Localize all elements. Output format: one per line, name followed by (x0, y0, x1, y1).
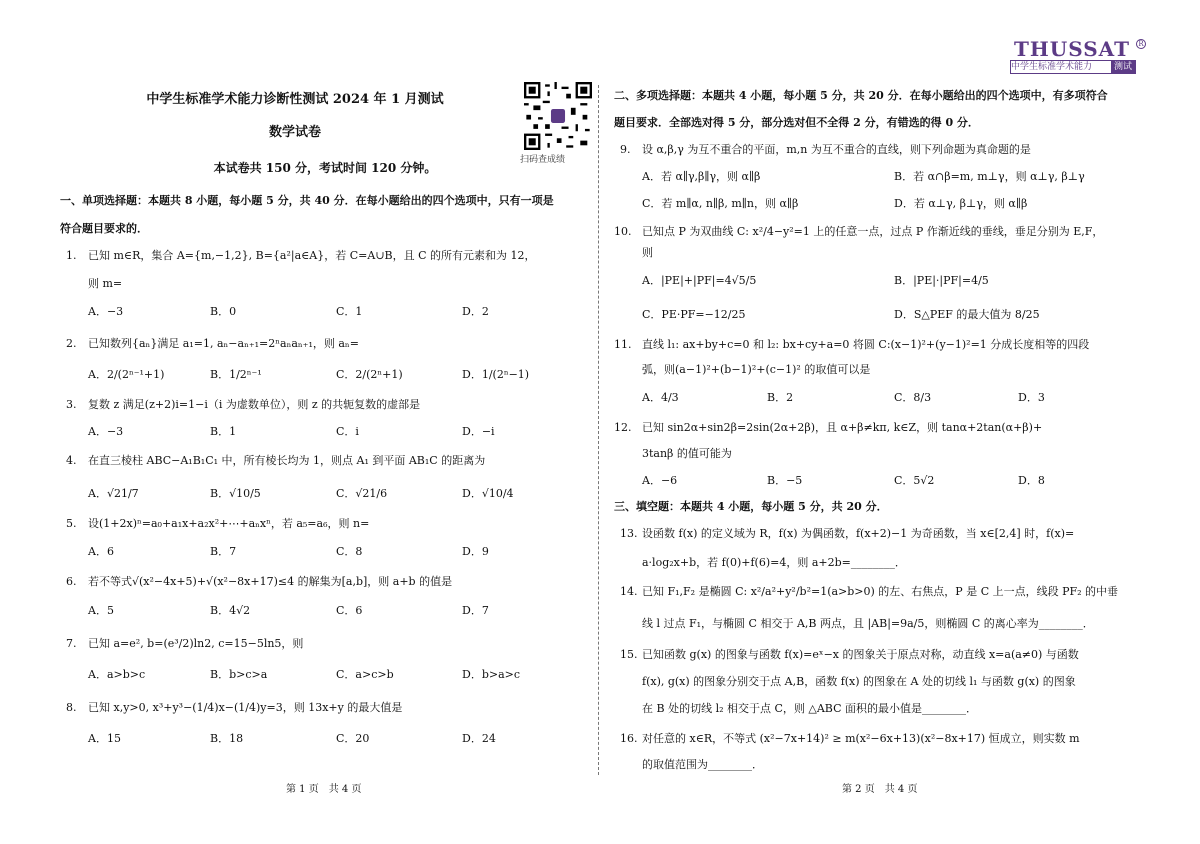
question-number: 15. (620, 648, 638, 661)
option-b: B．b>c>a (210, 668, 268, 681)
option-b: B．−5 (767, 474, 803, 487)
question-text: 在 B 处的切线 l₂ 相交于点 C，则 △ABC 面积的最小值是________． (642, 702, 978, 715)
question-stem: 设(1+2x)ⁿ=a₀+a₁x+a₂x²+⋯+aₙxⁿ，若 a₅=a₆，则 n= (88, 517, 370, 530)
question-stem: 则 (642, 246, 653, 259)
question-text: f(x), g(x) 的图象分别交于点 A,B，函数 f(x) 的图象在 A 处的切线 l₁ 与函数 g(x) 的图象 (642, 675, 1076, 688)
page-footer-left: 第 1 页 共 4 页 (286, 784, 362, 795)
question-stem: 已知 m∈R，集合 A={m,−1,2}, B={a²|a∈A}，若 C=A∪B，且 C 的所有元素和为 12， (88, 249, 536, 262)
registered-mark: R (1136, 39, 1146, 49)
option-a: A．2/(2ⁿ⁻¹+1) (88, 368, 165, 381)
option-b: B．若 α∩β=m, m⊥γ，则 α⊥γ, β⊥γ (894, 170, 1085, 183)
question-number: 1. (66, 249, 77, 262)
option-a: A．a>b>c (88, 668, 146, 681)
option-d: D．2 (462, 305, 489, 318)
question-text: a·log₂x+b，若 f(0)+f(6)=4，则 a+2b=________． (642, 556, 906, 569)
option-b: B．2 (767, 391, 794, 404)
option-c: C．i (336, 425, 359, 438)
option-a: A．4/3 (642, 391, 679, 404)
question-text: 的取值范围为________． (642, 758, 763, 771)
question-stem: 已知 sin2α+sin2β=2sin(2α+2β)，且 α+β≠kπ, k∈Z，则 tanα+2tan(α+β)+ (642, 421, 1043, 434)
question-number: 13. (620, 527, 638, 540)
option-c: C．若 m∥α, n∥β, m∥n，则 α∥β (642, 197, 799, 210)
option-b: B．|PE|·|PF|=4/5 (894, 274, 989, 287)
option-c: C．5√2 (894, 474, 935, 487)
question-stem: 在直三棱柱 ABC−A₁B₁C₁ 中，所有棱长均为 1，则点 A₁ 到平面 AB₁C 的距离为 (88, 454, 486, 467)
brand-subtitle-text: 中学生标准学术能力 (1011, 62, 1093, 72)
brand-name: THUSSAT (1014, 37, 1130, 61)
option-c: C．6 (336, 604, 363, 617)
question-stem: 已知 x,y>0, x³+y³−(1/4)x−(1/4)y=3，则 13x+y 的最大值是 (88, 701, 403, 714)
option-a: A．6 (88, 545, 114, 558)
option-d: D．7 (462, 604, 489, 617)
question-stem: 弧，则(a−1)²+(b−1)²+(c−1)² 的取值可以是 (642, 363, 871, 376)
option-d: D．24 (462, 732, 496, 745)
question-text: 已知函数 g(x) 的图象与函数 f(x)=eˣ−x 的图象关于原点对称，动直线 x=a(a≠0) 与函数 (642, 648, 1079, 661)
option-d: D．b>a>c (462, 668, 521, 681)
option-d: D．√10/4 (462, 487, 514, 500)
question-number: 2. (66, 337, 77, 350)
question-number: 16. (620, 732, 638, 745)
left-column (60, 0, 590, 844)
option-c: C．√21/6 (336, 487, 388, 500)
option-d: D．−i (462, 425, 495, 438)
option-c: C．PE·PF=−12/25 (642, 308, 746, 321)
exam-info: 本试卷共 150 分，考试时间 120 分钟。 (213, 161, 437, 175)
option-a: A．−3 (88, 305, 124, 318)
page-footer-right: 第 2 页 共 4 页 (842, 784, 918, 795)
question-number: 10. (614, 225, 632, 238)
option-d: D．3 (1018, 391, 1045, 404)
question-text: 线 l 过点 F₁，与椭圆 C 相交于 A,B 两点，且 |AB|=9a/5，则椭圆 C 的离心率为________． (642, 617, 1094, 630)
question-stem: 复数 z 满足(z+2)i=1−i（i 为虚数单位），则 z 的共轭复数的虚部是 (88, 398, 421, 411)
question-stem: 设 α,β,γ 为互不重合的平面，m,n 为互不重合的直线，则下列命题为真命题的是 (642, 143, 1031, 156)
option-a: A．15 (88, 732, 121, 745)
question-number: 7. (66, 637, 77, 650)
section2-heading-line1: 二、多项选择题：本题共 4 小题，每小题 5 分，共 20 分．在每小题给出的四个选项中，有多项符合 (614, 89, 1108, 102)
option-a: A．−3 (88, 425, 124, 438)
option-d: D．S△PEF 的最大值为 8/25 (894, 308, 1040, 321)
question-text: 对任意的 x∈R，不等式 (x²−7x+14)² ≥ m(x²−6x+13)(x²−8x+17) 恒成立，则实数 m (642, 732, 1080, 745)
question-text: 设函数 f(x) 的定义域为 R，f(x) 为偶函数，f(x+2)−1 为奇函数，当 x∈[2,4] 时，f(x)= (642, 527, 1075, 540)
option-b: B．√10/5 (210, 487, 261, 500)
paper-title: 数学试卷 (268, 125, 321, 140)
section1-heading-line1: 一、单项选择题：本题共 8 小题，每小题 5 分，共 40 分．在每小题给出的四个选项中，只有一项是 (60, 194, 554, 207)
question-text: 已知 F₁,F₂ 是椭圆 C: x²/a²+y²/b²=1(a>b>0) 的左、右焦点，P 是 C 上一点，线段 PF₂ 的中垂 (642, 585, 1119, 598)
brand-subtitle-tag: 测试 (1111, 61, 1135, 73)
option-c: C．20 (336, 732, 370, 745)
right-column (614, 0, 1149, 844)
question-stem: 已知 a=e², b=(e³/2)ln2, c=15−5ln5，则 (88, 637, 304, 650)
section2-heading-line2: 题目要求．全部选对得 5 分，部分选对但不全得 2 分，有错选的得 0 分． (614, 116, 979, 129)
qr-label: 扫码查成绩 (520, 155, 566, 165)
option-c: C．2/(2ⁿ+1) (336, 368, 403, 381)
question-number: 11. (614, 338, 632, 351)
option-a: A．5 (88, 604, 114, 617)
option-b: B．18 (210, 732, 244, 745)
option-d: D．若 α⊥γ, β⊥γ，则 α∥β (894, 197, 1028, 210)
question-stem: 已知点 P 为双曲线 C: x²/4−y²=1 上的任意一点，过点 P 作渐近线的垂线，垂足分别为 E,F， (642, 225, 1104, 238)
option-c: C．8/3 (894, 391, 932, 404)
column-divider (598, 85, 599, 775)
question-number: 5. (66, 517, 77, 530)
option-a: A．|PE|+|PF|=4√5/5 (642, 274, 757, 287)
question-stem: 已知数列{aₙ}满足 a₁=1, aₙ−aₙ₊₁=2ⁿaₙaₙ₊₁，则 aₙ= (88, 337, 359, 350)
option-c: C．a>c>b (336, 668, 394, 681)
question-stem: 若不等式√(x²−4x+5)+√(x²−8x+17)≤4 的解集为[a,b]，则 a+b 的值是 (88, 575, 453, 588)
option-a: A．−6 (642, 474, 678, 487)
question-number: 12. (614, 421, 632, 434)
option-d: D．9 (462, 545, 489, 558)
option-a: A．√21/7 (88, 487, 139, 500)
question-number: 6. (66, 575, 77, 588)
question-number: 9. (620, 143, 631, 156)
exam-title: 中学生标准学术能力诊断性测试 2024 年 1 月测试 (146, 92, 444, 107)
section3-heading: 三、填空题：本题共 4 小题，每小题 5 分，共 20 分． (614, 500, 888, 513)
question-stem: 直线 l₁: ax+by+c=0 和 l₂: bx+cy+a=0 将圆 C:(x−1)²+(y−1)²=1 分成长度相等的四段 (642, 338, 1090, 351)
option-d: D．8 (1018, 474, 1045, 487)
section1-heading-line2: 符合题目要求的． (60, 222, 148, 235)
option-c: C．8 (336, 545, 363, 558)
question-number: 8. (66, 701, 77, 714)
option-d: D．1/(2ⁿ−1) (462, 368, 530, 381)
question-number: 3. (66, 398, 77, 411)
option-b: B．0 (210, 305, 237, 318)
option-c: C．1 (336, 305, 363, 318)
option-b: B．1 (210, 425, 237, 438)
option-b: B．1/2ⁿ⁻¹ (210, 368, 262, 381)
option-b: B．7 (210, 545, 237, 558)
option-b: B．4√2 (210, 604, 251, 617)
option-a: A．若 α∥γ,β∥γ，则 α∥β (642, 170, 761, 183)
question-number: 4. (66, 454, 77, 467)
question-stem: 则 m= (88, 277, 123, 290)
question-number: 14. (620, 585, 638, 598)
question-stem: 3tanβ 的值可能为 (642, 447, 732, 460)
